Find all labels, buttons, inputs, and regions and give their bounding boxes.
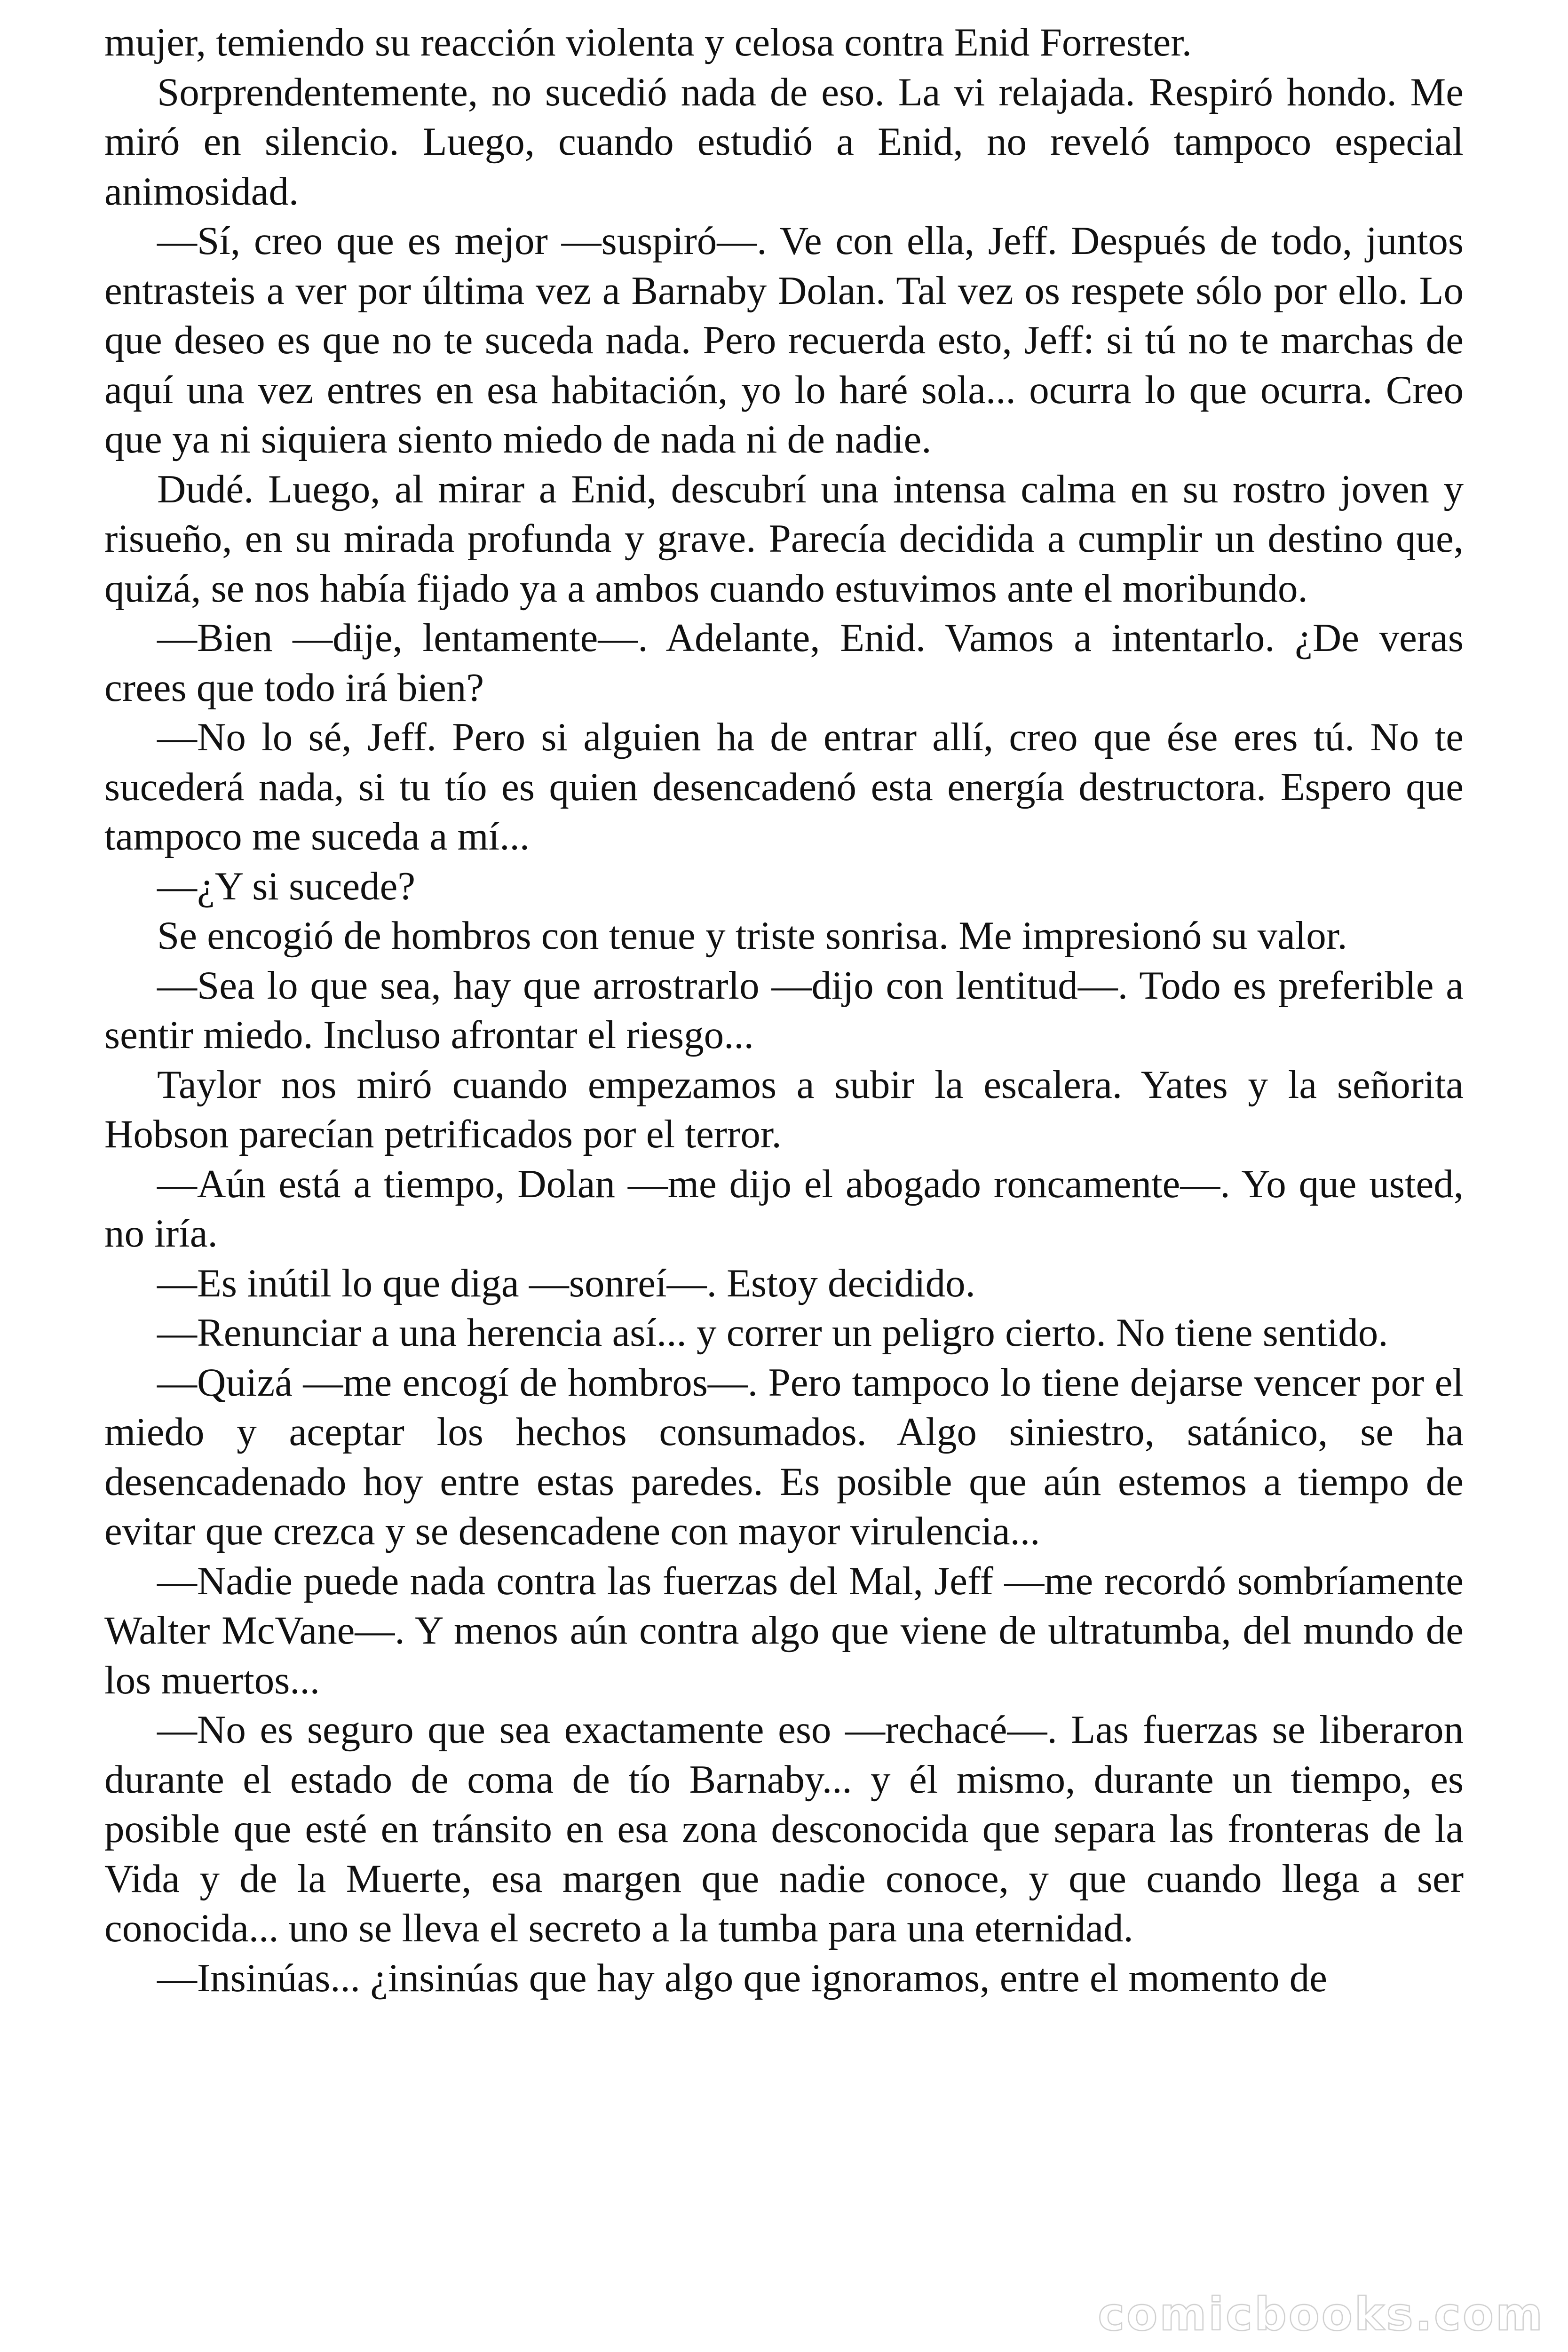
paragraph: —No es seguro que sea exactamente eso —rechacé—. Las fuerzas se liberaron durante el estado de coma de tío Barnaby... y él mismo, durante un tiempo, es posible que esté en tránsito en esa zona desconocida que separa las fronteras de la Vida y de la Muerte, esa margen que nadie conoce, y que cuando llega a ser conocida... uno se lleva el secreto a la tumba para una eternidad. [104,1708,1464,1950]
paragraph: —Aún está a tiempo, Dolan —me dijo el abogado roncamente—. Yo que usted, no iría. [104,1161,1464,1255]
book-page-text [104,18,1464,2003]
paragraph: Dudé. Luego, al mirar a Enid, descubrí una intensa calma en su rostro joven y risueño, en su mirada profunda y grave. Parecía decidida a cumplir un destino que, quizá, se nos había fijado ya a ambos cuando estuvimos ante el moribundo. [104,467,1464,611]
paragraph: —Sí, creo que es mejor —suspiró—. Ve con ella, Jeff. Después de todo, juntos entrasteis a ver por última vez a Barnaby Dolan. Tal vez os respete sólo por ello. Lo que deseo es que no te suceda nada. Pero recuerda esto, Jeff: si tú no te marchas de aquí una vez entres en esa habitación, yo lo haré sola... ocurra lo que ocurra. Creo que ya ni siquiera siento miedo de nada ni de nadie. [104,219,1464,461]
paragraph: —Bien —dije, lentamente—. Adelante, Enid. Vamos a intentarlo. ¿De veras crees que todo irá bien? [104,616,1464,710]
paragraph: Se encogió de hombros con tenue y triste sonrisa. Me impresionó su valor. [157,914,1347,958]
paragraph: —Es inútil lo que diga —sonreí—. Estoy decidido. [157,1261,975,1305]
paragraph: —Nadie puede nada contra las fuerzas del Mal, Jeff —me recordó sombríamente Walter McVane—. Y menos aún contra algo que viene de ultratumba, del mundo de los muertos... [104,1558,1464,1702]
paragraph-continuation: mujer, temiendo su reacción violenta y celosa contra Enid Forrester. [104,20,1192,64]
paragraph: —Renunciar a una herencia así... y correr un peligro cierto. No tiene sentido. [157,1311,1388,1355]
paragraph: Sorprendentemente, no sucedió nada de eso. La vi relajada. Respiró hondo. Me miró en silencio. Luego, cuando estudió a Enid, no reveló tampoco especial animosidad. [104,70,1464,214]
paragraph: —Sea lo que sea, hay que arrostrarlo —dijo con lentitud—. Todo es preferible a sentir miedo. Incluso afrontar el riesgo... [104,963,1464,1057]
paragraph: —No lo sé, Jeff. Pero si alguien ha de entrar allí, creo que ése eres tú. No te sucederá nada, si tu tío es quien desencadenó esta energía destructora. Espero que tampoco me suceda a mí... [104,715,1464,858]
paragraph-last: —Insinúas... ¿insinúas que hay algo que ignoramos, entre el momento de [157,1955,1328,2000]
paragraph: Taylor nos miró cuando empezamos a subir la escalera. Yates y la señorita Hobson parecían petrificados por el terror. [104,1062,1464,1156]
paragraph: —¿Y si sucede? [157,864,416,908]
watermark: comicbooks.com [1098,2288,1544,2341]
paragraph: —Quizá —me encogí de hombros—. Pero tampoco lo tiene dejarse vencer por el miedo y aceptar los hechos consumados. Algo siniestro, satánico, se ha desencadenado hoy entre estas paredes. Es posible que aún estemos a tiempo de evitar que crezca y se desencadene con mayor virulencia... [104,1360,1464,1553]
